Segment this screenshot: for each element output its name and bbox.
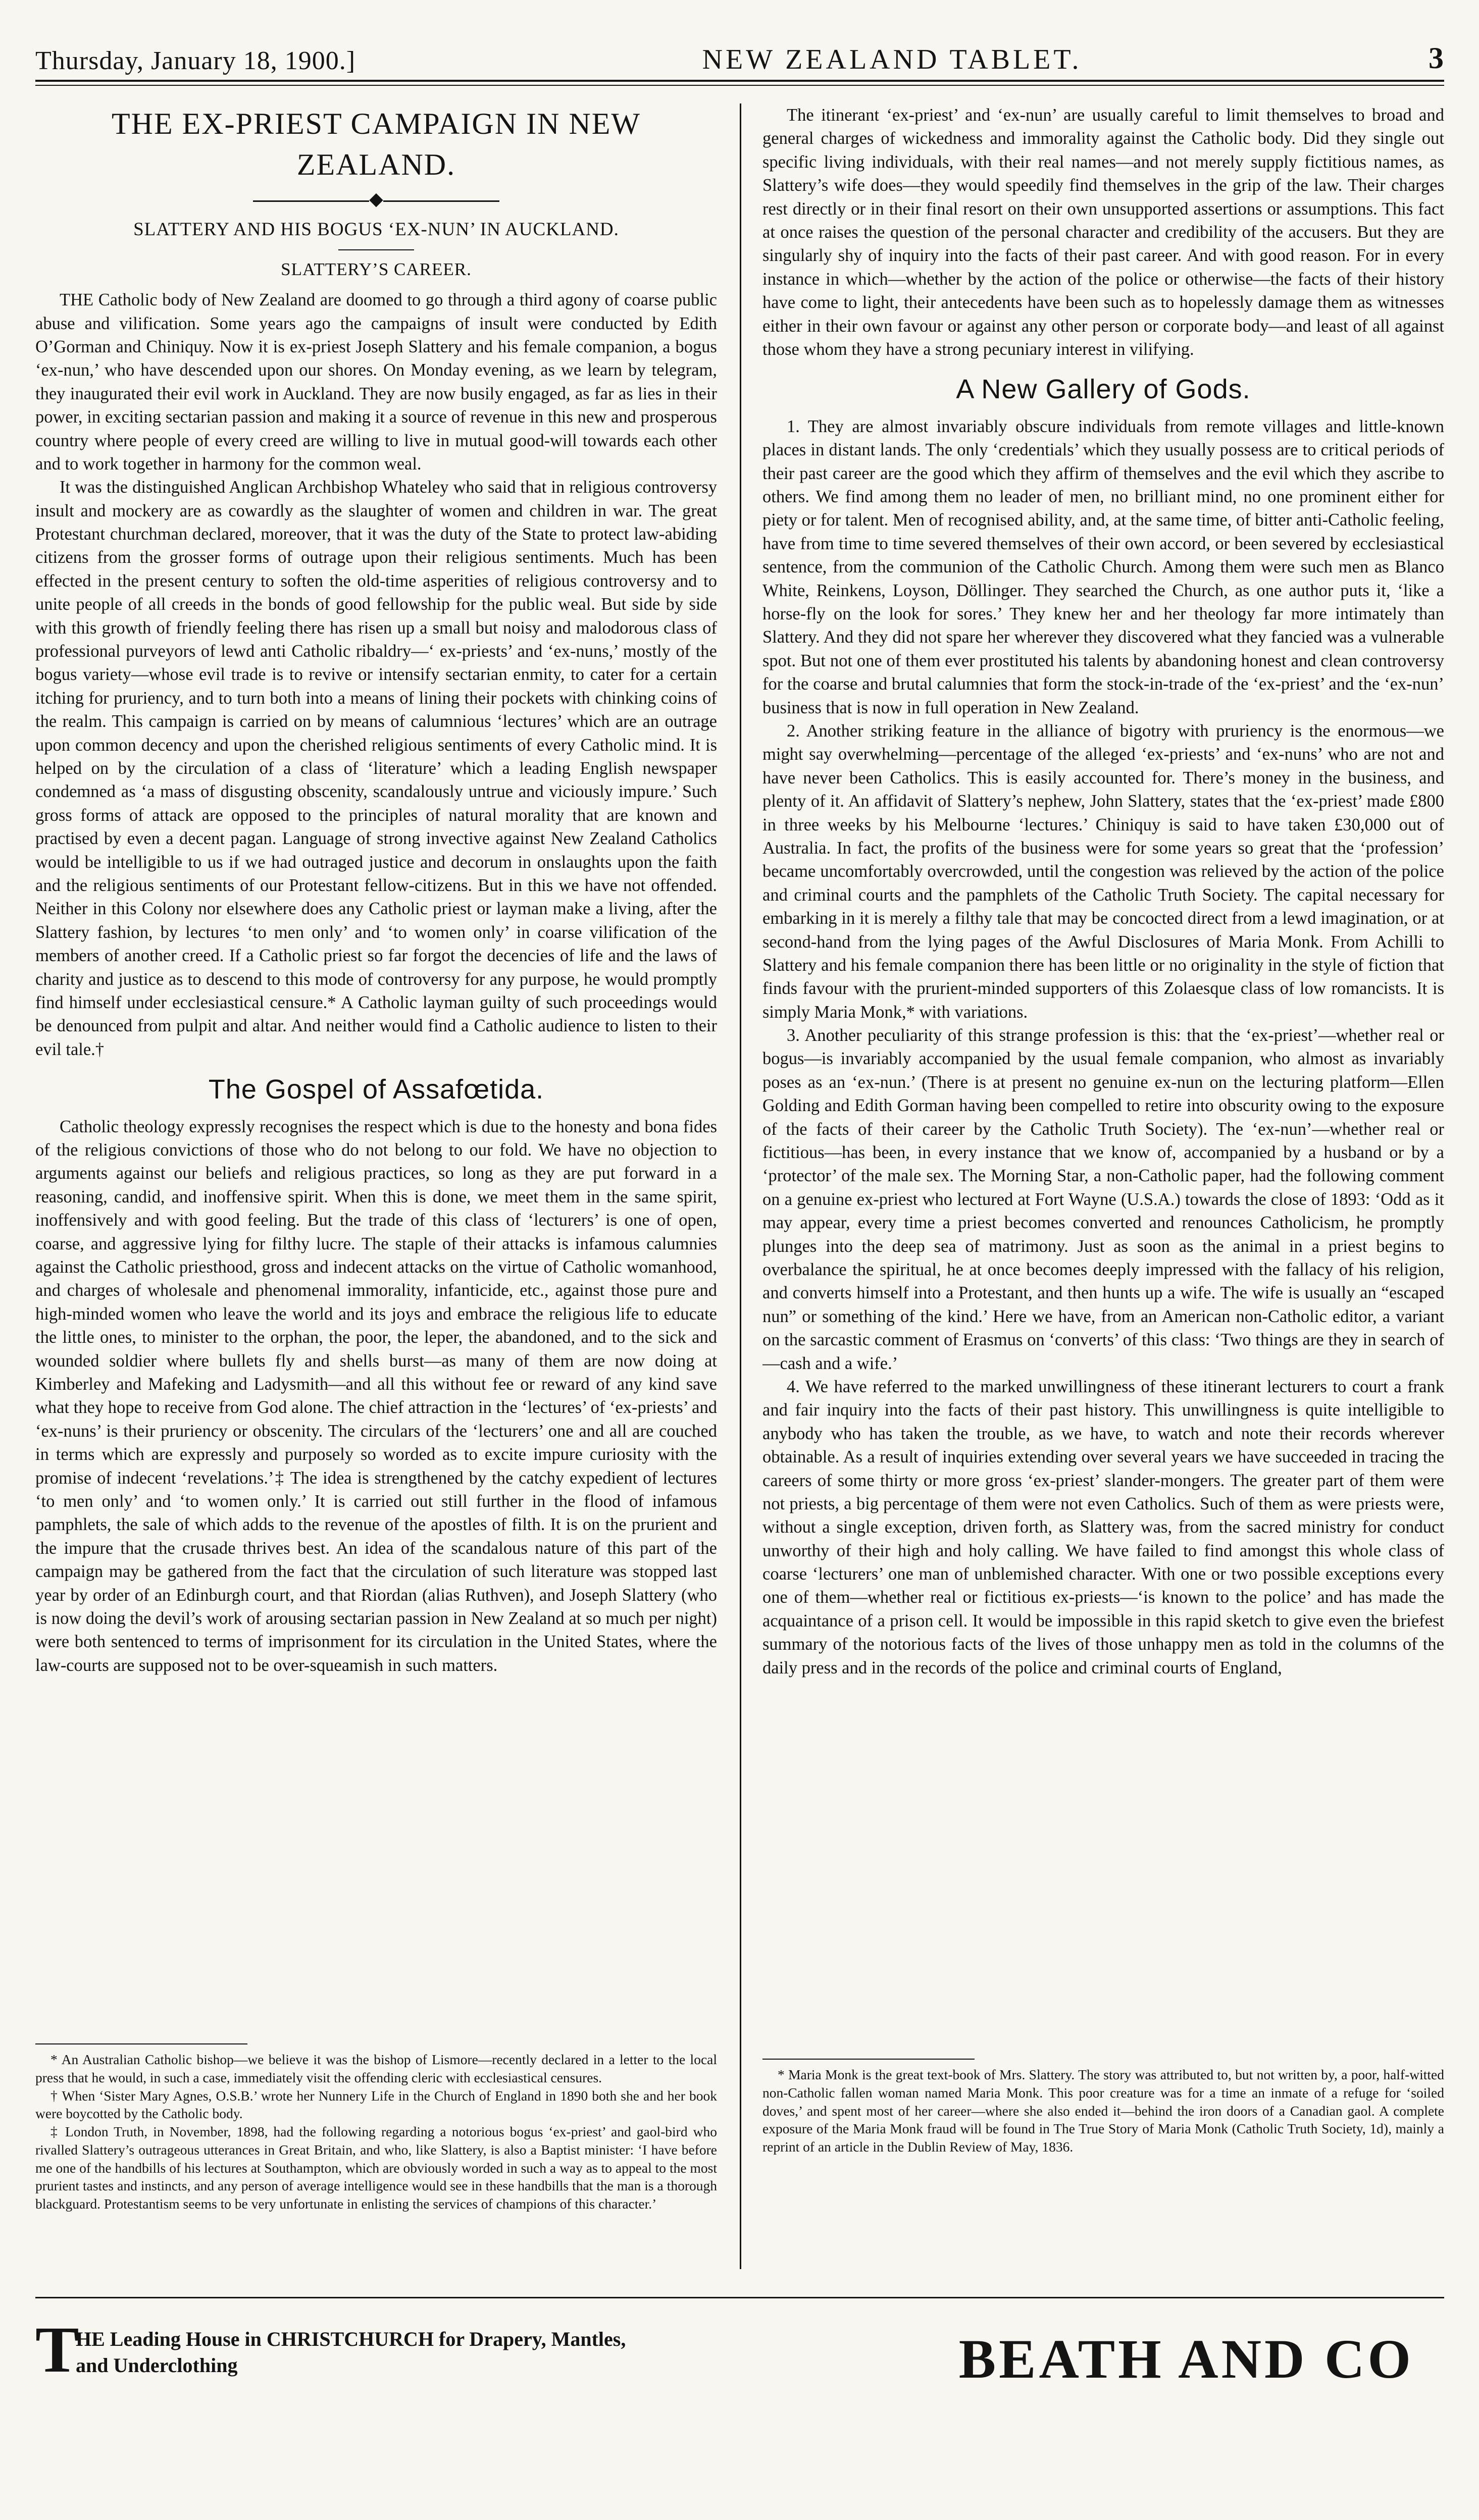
- article-headline: THE EX-PRIEST CAMPAIGN IN NEW ZEALAND.: [112, 107, 641, 181]
- right-footnotes: [762, 2050, 1444, 2287]
- newspaper-page: [35, 35, 1444, 2494]
- masthead-title: NEW ZEALAND TABLET.: [702, 44, 1082, 75]
- article-subhead: SLATTERY AND HIS BOGUS ‘EX-NUN’ IN AUCKLAND.: [133, 219, 619, 240]
- paragraph: 4. We have referred to the marked unwillingness of these itinerant lecturers to court a frank and fair inquiry into the facts of their past history. This unwillingness is quite intelligible to anybody who has taken the trouble, as we have, to watch and note their records wherever obtainable. As a result of inquiries extending over several years we have succeeded in tracing the careers of some thirty or more gross ‘ex-priest’ slander-mongers. The greater part of them were not priests, a big percentage of them were not even Catholics. Such of them as were priests were, without a single exception, driven forth, as Slattery was, from the sacred ministry for conduct unworthy of their high and holy calling. We have failed to find amongst this whole class of coarse ‘lecturers’ one man of unblemished character. With one or two possible exceptions every one of them—whether real or fictitious ex-priests—‘is known to the police’ and has made the acquaintance of a prison cell. It would be impossible in this rapid sketch to give even the briefest summary of the notorious facts of the lives of those unhappy men as told in the columns of the daily press and in the records of the police and criminal courts of England,: [762, 1377, 1444, 1677]
- paragraph: The itinerant ‘ex-priest’ and ‘ex-nun’ are usually careful to limit themselves to broad and general charges of wickedness and immorality against the Catholic body. Did they single out specific living individuals, with their real names—and not merely supply fictitious names, as Slattery’s wife does—they would speedily find themselves in the grip of the law. Their charges rest directly or in their final resort on their own unsupported assertions or assumptions. This fact at once raises the question of the personal character and credibility of the accusers. But they are singularly shy of inquiry into the facts of their past career. And with good reason. For in every instance in which—whether by the action of the police or otherwise—the facts of their history have come to light, their antecedents have been such as to hopelessly damage them as witnesses either in their own favour or against any other person or corporate body—and least of all against those whom they have a strong pecuniary interest in vilifying.: [762, 106, 1444, 359]
- left-footnotes: [35, 2034, 717, 2287]
- left-column: [35, 103, 717, 2274]
- divider: [338, 249, 414, 250]
- footnote-rule: [35, 2043, 247, 2044]
- advert-brand: BEATH AND CO: [958, 2328, 1414, 2390]
- advert-initial: T: [35, 2314, 79, 2386]
- masthead-rule-thin: [35, 85, 1444, 86]
- footnote: † When ‘Sister Mary Agnes, O.S.B.’ wrote her Nunnery Life in the Church of England in 1890 both she and her book were boycotted by the Catholic body.: [35, 2087, 717, 2122]
- article-subsubhead: SLATTERY’S CAREER.: [281, 259, 472, 280]
- page-number: 3: [1428, 41, 1444, 75]
- paragraph: 3. Another peculiarity of this strange profession is this: that the ‘ex-priest’—whether real or bogus—is invariably accompanied by the usual female companion, who almost as invariably poses as an ‘ex-nun.’ (There is at present no genuine ex-nun on the lecturing platform—Ellen Golding and Edith Gorman having been compelled to retire into obscurity owing to the exposure of the facts of their career by the Catholic Truth Society). The ‘ex-nun’—whether real or fictitious—has been, in every instance that we know of, accompanied by a husband or by a ‘protector’ of the male sex. The Morning Star, a non-Catholic paper, had the following comment on a genuine ex-priest who lectured at Fort Wayne (U.S.A.) towards the close of 1893: ‘Odd as it may appear, every time a priest becomes converted and renounces Catholicism, he promptly plunges into the deep sea of matrimony. Just as soon as the animal in a priest begins to overbalance the spiritual, he at once becomes deeply impressed with the fallacy of his religion, and converts himself into a Protestant, and then hunts up a wife. The wife is usually an “escaped nun” or something of the kind.’ Here we have, from an American non-Catholic editor, a variant on the sarcastic comment of Erasmus on ‘converts’ of this class: ‘Two things are they in search of—cash and a wife.’: [762, 1026, 1444, 1373]
- footnote: * An Australian Catholic bishop—we believe it was the bishop of Lismore—recently declared in a letter to the local press that he would, in such a case, immediately visit the offending cleric with ecclesiastical censures.: [35, 2052, 717, 2085]
- footnote-rule: [762, 2059, 975, 2060]
- footnote: * Maria Monk is the great text-book of Mrs. Slattery. The story was attributed to, but not written by, a poor, half-witted non-Catholic fallen woman named Maria Monk. This poor creature was for a time an inmate of a refuge for ‘soiled doves,’ and spent most of her career—where she also ended it—behind the iron doors of a Canadian gaol. A complete exposure of the Maria Monk fraud will be found in The True Story of Maria Monk (Catholic Truth Society, 1d), mainly a reprint of an article in the Dublin Review of May, 1836.: [762, 2067, 1444, 2155]
- section-heading: The Gospel of Assafœtida.: [208, 1074, 544, 1105]
- right-column: [762, 103, 1444, 2274]
- advertisement: [35, 2314, 1444, 2408]
- paragraph: 1. They are almost invariably obscure individuals from remote villages and little-known places in distant lands. The only ‘credentials’ which they usually possess are to critical periods of their past career are the good which they affirm of themselves and the evil which they ascribe to others. We find among them no leader of men, no brilliant mind, no one prominent either for piety or for talent. Men of recognised ability, and, at the same time, of bitter anti-Catholic feeling, have from time to time severed themselves of their own accord, or been severed by ecclesiastical sentence, from the communion of the Catholic Church. Among them were such men as Blanco White, Reinkens, Loyson, Döllinger. They searched the Church, as one author puts it, ‘like a horse-fly on the look for sores.’ They knew her and her theology far more intimately than Slattery. And they did not spare her wherever they discovered what they fancied was a vulnerable spot. But not one of them ever prostituted his talents by abandoning honest and clean controversy for the coarse and brutal calumnies that form the stock-in-trade of the ‘ex-priest’ and the ‘ex-nun’ business that is now in full operation in New Zealand.: [762, 416, 1444, 717]
- headline-ornament: ◆: [35, 190, 717, 208]
- section-heading: A New Gallery of Gods.: [956, 374, 1251, 405]
- advert-text: HE Leading House in CHRISTCHURCH for Drapery, Mantles, and Underclothing: [76, 2328, 626, 2377]
- footnote: ‡ London Truth, in November, 1898, had the following regarding a notorious bogus ‘ex-priest’ and gaol-bird who rivalled Slattery’s outrageous utterances in Great Britain, and who, like Slattery, is also a Baptist minister: ‘I have before me one of the handbills of his lectures at Southampton, which are obviously worded in such a way as to appeal to the most prurient tastes and instincts, and any person of average intelligence would see in these handbills that the man is a thorough blackguard. Protestantism seems to be very unfortunate in enlisting the services of champions of this character.’: [35, 2124, 717, 2212]
- paragraph: Catholic theology expressly recognises the respect which is due to the honesty and bona fides of the religious convictions of those who do not belong to our fold. We have no objection to arguments against our beliefs and religious practices, so long as they are put forward in a reasoning, candid, and inoffensive spirit. When this is done, we meet them in the same spirit, inoffensively and with good feeling. But the trade of this class of ‘lecturers’ is one of open, coarse, and aggressive lying for filthy lucre. The staple of their attacks is infamous calumnies against the Catholic priesthood, gross and indecent attacks on the virtue of Catholic womanhood, and charges of wholesale and phenomenal immorality, infanticide, etc., against those pure and high-minded women who leave the world and its joys and embrace the religious life to educate the little ones, to minister to the orphan, the poor, the leper, the abandoned, and to the sick and wounded soldier where bullets fly and shells burst—as many of them are now doing at Kimberley and Mafeking and Ladysmith—and all this without fee or reward of any kind save what they hope to receive from God alone. The chief attraction in the ‘lectures’ of ‘ex-priests’ and ‘ex-nuns’ is their pruriency or obscenity. The circulars of the ‘lecturers’ one and all are couched in terms which are expressly and purposely so worded as to excite impure curiosity with the promise of indecent ‘revelations.’‡ The idea is strengthened by the catchy expedient of lectures ‘to men only’ and ‘to women only.’ It is carried out still further in the flood of infamous pamphlets, the sale of which adds to the revenue of the apostles of filth. It is on the prurient and the impure that the crusade thrives best. An idea of the scandalous nature of this part of the campaign may be gathered from the fact that the circulation of such literature was stopped last year by order of an Edinburgh court, and that Riordan (alias Ruthven), and Joseph Slattery (who is now doing the devil’s work of arousing sectarian passion in New Zealand at so much per night) were both sentenced to terms of imprisonment for its circulation in the United States, where the law-courts are supposed not to be over-squeamish in such matters.: [35, 1117, 717, 1675]
- paragraph: 2. Another striking feature in the alliance of bigotry with pruriency is the enormous—we might say overwhelming—percentage of the alleged ‘ex-priests’ and ‘ex-nuns’ who are not and have never been Catholics. This is easily accounted for. There’s money in the business, and plenty of it. An affidavit of Slattery’s nephew, John Slattery, states that the ‘ex-priest’ made £800 in three weeks by his Melbourne ‘lectures.’ Chiniquy is said to have taken £30,000 out of Australia. In fact, the profits of the business were for some years so great that the ‘profession’ became uncomfortably overcrowded, until the congestion was relieved by the action of the police and criminal courts and the pamphlets of the Catholic Truth Society. The capital necessary for embarking in it is merely a filthy tale that may be concocted direct from a lewd imagination, or at second-hand from the lying pages of the Awful Disclosures of Maria Monk. From Achilli to Slattery and his female companion there has been little or no originality in the style of fiction that finds favour with the prurient-minded supporters of this Zolaesque class of low romancists. It is simply Maria Monk,* with variations.: [762, 721, 1444, 1022]
- column-divider: [740, 103, 741, 2269]
- paragraph: THE Catholic body of New Zealand are doomed to go through a third agony of coarse public abuse and vilification. Some years ago the campaigns of insult were conducted by Edith O’Gorman and Chiniquy. Now it is ex-priest Joseph Slattery and his female companion, a bogus ‘ex-nun,’ who have descended upon our shores. On Monday evening, as we learn by telegram, they inaugurated their evil work in Auckland. They are now busily engaged, as far as lies in their power, in exciting sectarian passion and making it a source of revenue in this new and prosperous country where people of every creed are willing to live in mutual good-will towards each other and to work together in harmony for the common weal.: [35, 290, 717, 474]
- masthead-rule-thick: [35, 80, 1444, 82]
- masthead-date: Thursday, January 18, 1900.]: [35, 46, 356, 75]
- masthead: [35, 35, 1444, 76]
- advert-rule: [35, 2297, 1444, 2298]
- paragraph: It was the distinguished Anglican Archbishop Whateley who said that in religious controversy insult and mockery are as cowardly as the slaughter of women and children in war. The great Protestant churchman declared, moreover, that it was the duty of the State to protect law-abiding citizens from the grosser forms of outrage upon their religious sentiments. Much has been effected in the present century to soften the old-time asperities of religious controversy and to unite people of all creeds in the bonds of good fellowship for the public weal. But side by side with this growth of friendly feeling there has risen up a small but noisy and malodorous class of professional purveyors of lewd anti Catholic ribaldry—‘ ex-priests’ and ‘ex-nuns,’ mostly of the bogus variety—whose evil trade is to revive or intensify sectarian enmity, to cater for a certain itching for pruriency, and to turn both into a means of lining their pockets with chinking coins of the realm. This campaign is carried on by means of calumnious ‘lectures’ which are an outrage upon common decency and upon the cherished religious sentiments of every Catholic mind. It is helped on by the circulation of a class of ‘literature’ which a leading English newspaper condemned as ‘a mass of disgusting obscenity, scandalously untrue and viciously impure.’ Such gross forms of attack are opposed to the principles of natural morality that are known and practised by even a decent pagan. Language of strong invective against New Zealand Catholics would be intelligible to us if we had outraged justice and decorum in onslaughts upon the faith and the religious sentiments of our Protestant fellow-citizens. But in this we have not offended. Neither in this Colony nor elsewhere does any Catholic priest or layman make a living, after the Slattery fashion, by lectures ‘to men only’ and ‘to women only’ in coarse vilification of the members of another creed. If a Catholic priest so far forgot the decencies of life and the laws of charity and justice as to descend to this mode of controversy for any purpose, he would promptly find himself under ecclesiastical censure.* A Catholic layman guilty of such proceedings would be denounced from pulpit and altar. And neither would find a Catholic audience to listen to their evil tale.†: [35, 478, 717, 1059]
